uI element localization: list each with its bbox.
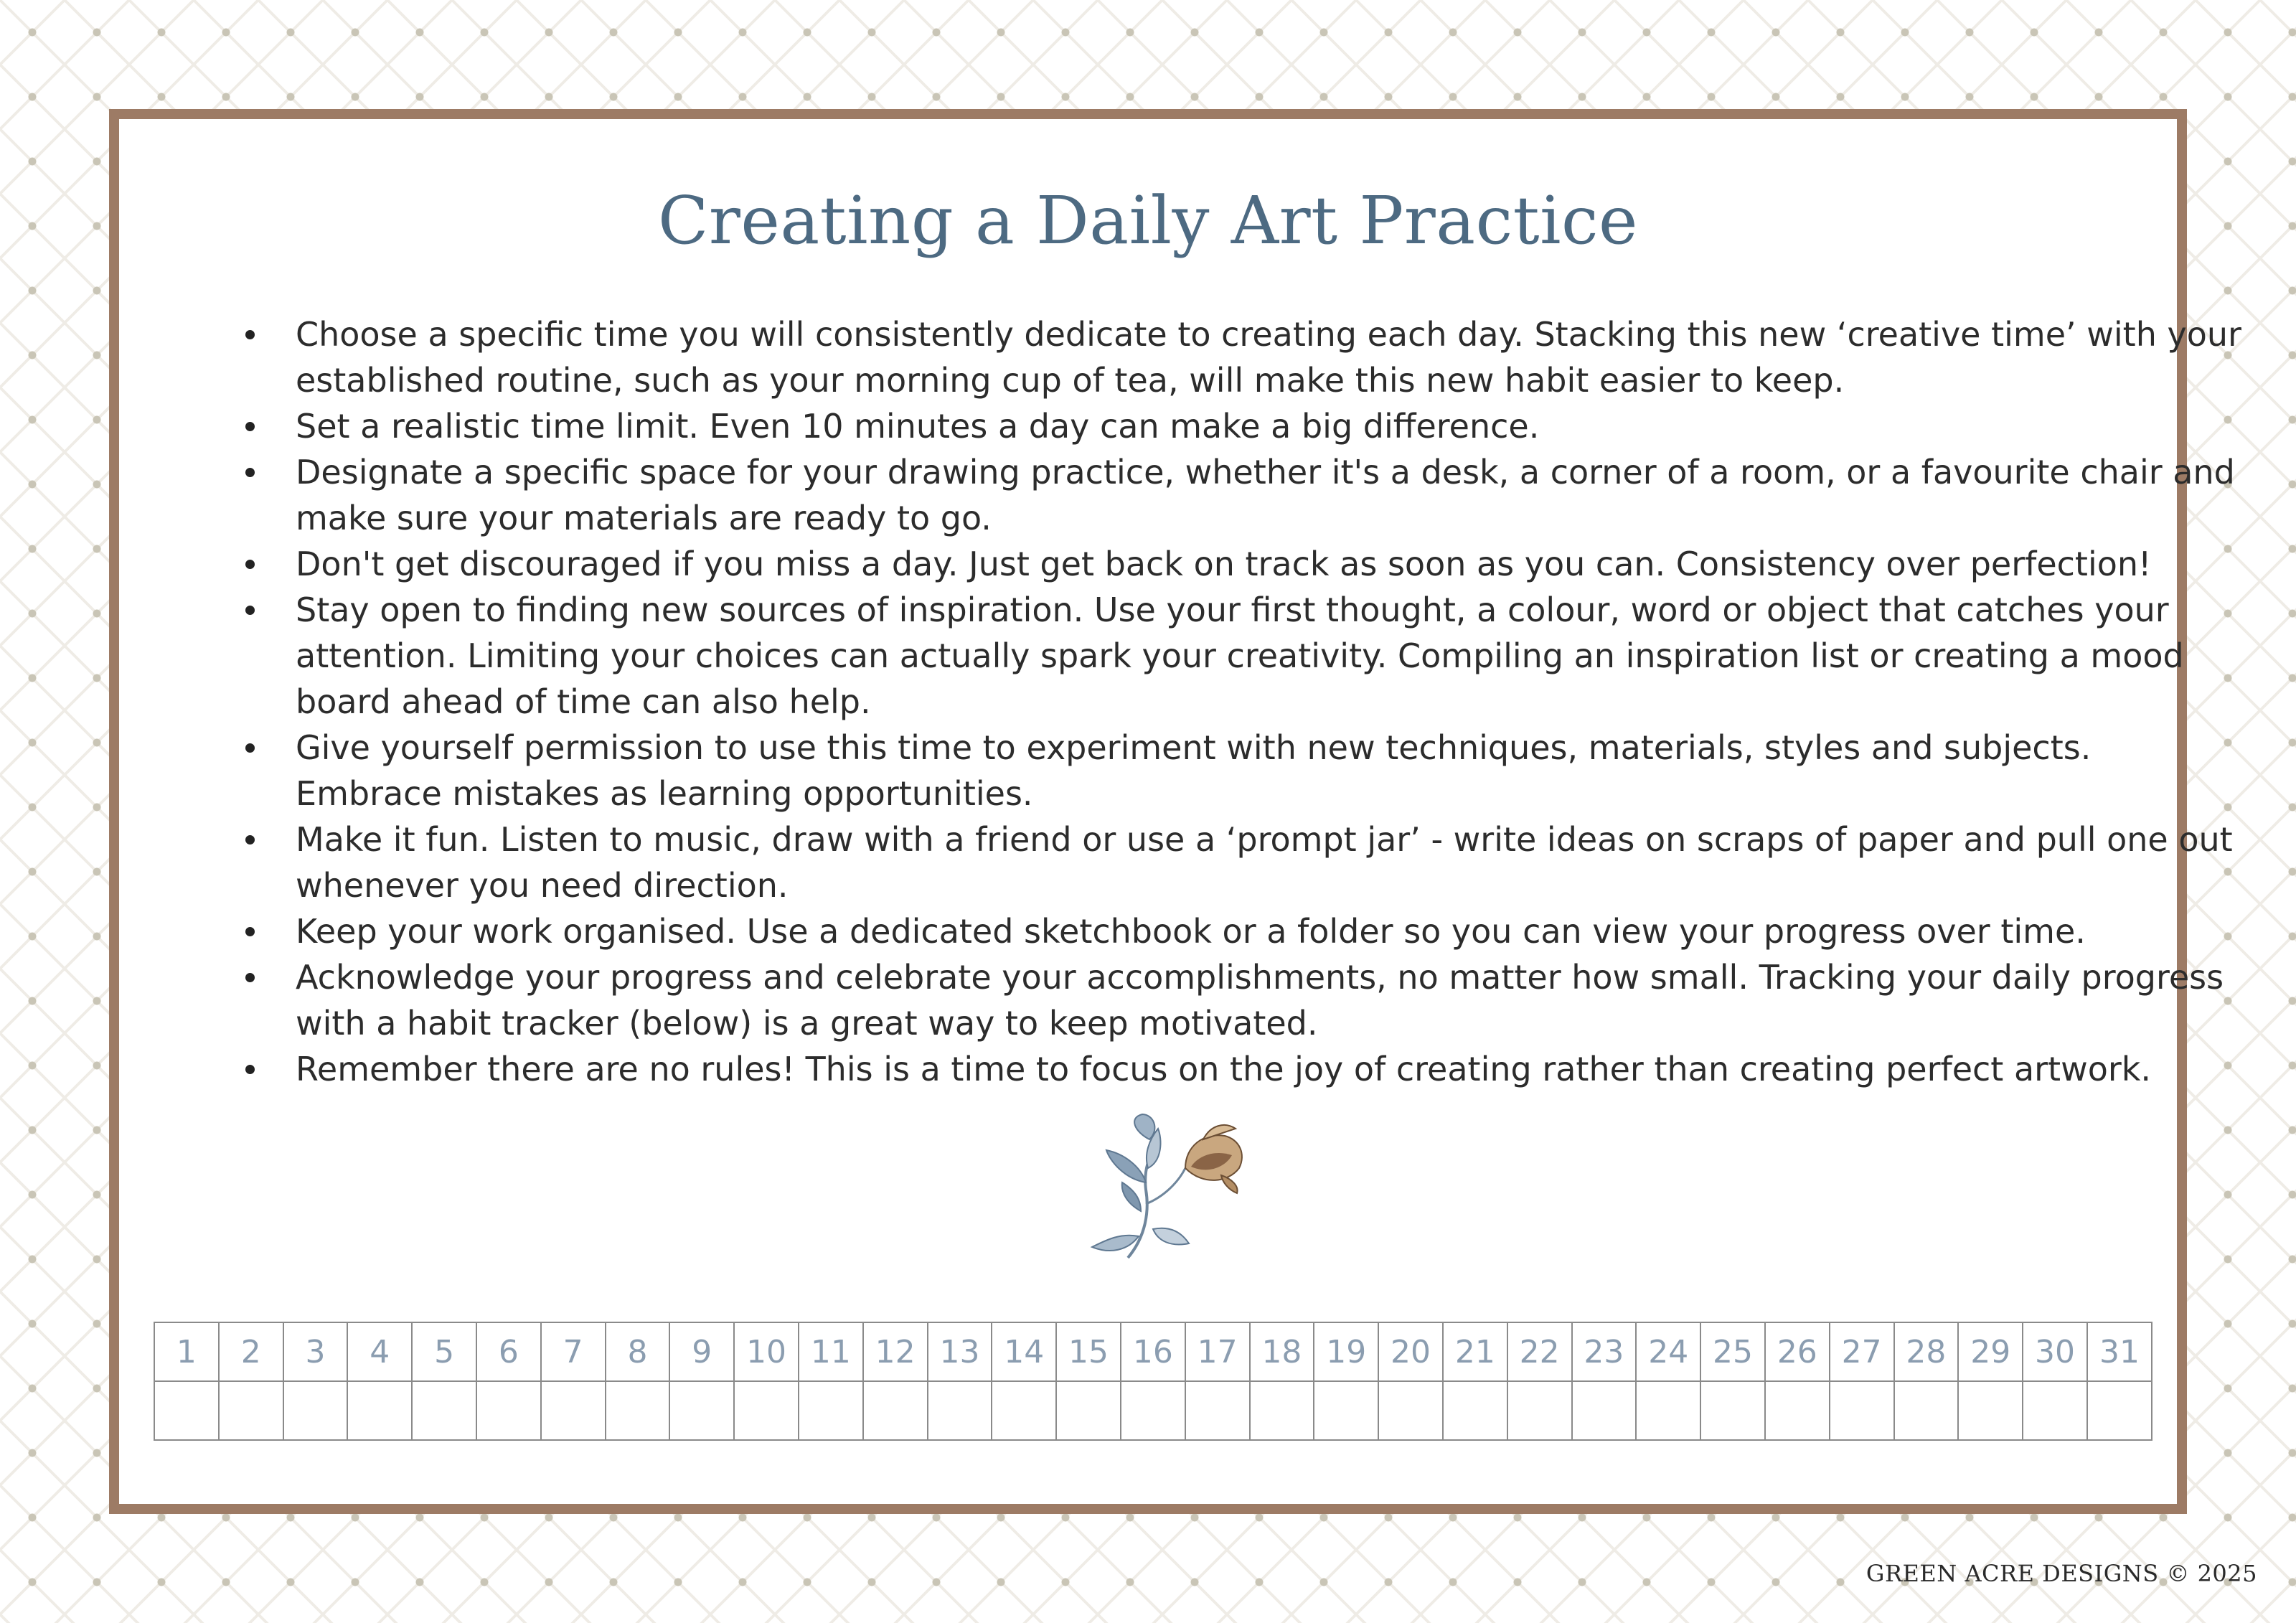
tracker-check-cell[interactable] (1636, 1381, 1700, 1440)
tracker-check-cell[interactable] (541, 1381, 606, 1440)
tracker-day-row (154, 1322, 2152, 1381)
page-frame (109, 109, 2241, 1514)
tip-item: Designate a specific space for your drawing practice, whether it's a desk, a corner of a room, or a favourite chair and make sure your materials are ready to go. (296, 449, 2243, 541)
tracker-day-cell: 9 (669, 1322, 734, 1381)
tracker-check-cell[interactable] (1121, 1381, 1185, 1440)
tracker-check-cell[interactable] (347, 1381, 412, 1440)
tracker-day-cell: 30 (2023, 1322, 2087, 1381)
tracker-day-cell: 19 (1314, 1322, 1378, 1381)
tracker-check-cell[interactable] (154, 1381, 219, 1440)
tracker-day-cell: 28 (1894, 1322, 1959, 1381)
floral-sprig-icon (1078, 1111, 1250, 1269)
tracker-check-cell[interactable] (1894, 1381, 1959, 1440)
tracker-day-cell: 6 (476, 1322, 541, 1381)
tracker-day-cell: 22 (1507, 1322, 1572, 1381)
tracker-day-cell: 10 (734, 1322, 799, 1381)
tracker-check-cell[interactable] (863, 1381, 928, 1440)
tracker-check-cell[interactable] (1056, 1381, 1121, 1440)
tracker-check-cell[interactable] (1250, 1381, 1314, 1440)
tracker-check-cell[interactable] (1700, 1381, 1765, 1440)
tracker-day-cell: 29 (1958, 1322, 2023, 1381)
tracker-day-cell: 11 (799, 1322, 863, 1381)
tip-item: Make it fun. Listen to music, draw with a friend or use a ‘prompt jar’ - write ideas on scraps of paper and pull one out whenever you need direction. (296, 817, 2243, 908)
tracker-day-cell: 18 (1250, 1322, 1314, 1381)
footer-copyright: GREEN ACRE DESIGNS © 2025 (1866, 1560, 2257, 1587)
tracker-day-cell: 13 (928, 1322, 992, 1381)
tracker-day-cell: 21 (1443, 1322, 1507, 1381)
tracker-check-cell[interactable] (1572, 1381, 1637, 1440)
tracker-day-cell: 7 (541, 1322, 606, 1381)
tip-item: Give yourself permission to use this time to experiment with new techniques, materials, styles and subjects. Embrace mistakes as learning opportunities. (296, 725, 2243, 817)
tip-item: Keep your work organised. Use a dedicated sketchbook or a folder so you can view your progress over time. (296, 908, 2243, 954)
tracker-day-cell: 16 (1121, 1322, 1185, 1381)
tracker-day-cell: 17 (1185, 1322, 1250, 1381)
tracker-day-cell: 23 (1572, 1322, 1637, 1381)
tracker-check-row (154, 1381, 2152, 1440)
tip-item: Choose a specific time you will consistently dedicate to creating each day. Stacking this new ‘creative time’ with your established routine, such as your morning cup of tea, will make this new habit easier to keep. (296, 311, 2243, 403)
tracker-check-cell[interactable] (1830, 1381, 1894, 1440)
tracker-check-cell[interactable] (799, 1381, 863, 1440)
tracker-check-cell[interactable] (606, 1381, 670, 1440)
tracker-day-cell: 15 (1056, 1322, 1121, 1381)
tip-item: Remember there are no rules! This is a time to focus on the joy of creating rather than creating perfect artwork. (296, 1046, 2243, 1092)
tracker-day-cell: 1 (154, 1322, 219, 1381)
tracker-check-cell[interactable] (669, 1381, 734, 1440)
tracker-day-cell: 5 (412, 1322, 476, 1381)
tracker-day-cell: 24 (1636, 1322, 1700, 1381)
tip-item: Stay open to finding new sources of inspiration. Use your first thought, a colour, word or object that catches your attention. Limiting your choices can actually spark your creativity. Compiling an inspiration list or creating a mood board ahead of time can also help. (296, 587, 2243, 725)
tracker-day-cell: 14 (992, 1322, 1056, 1381)
tracker-day-cell: 12 (863, 1322, 928, 1381)
tracker-day-cell: 4 (347, 1322, 412, 1381)
tracker-day-cell: 8 (606, 1322, 670, 1381)
tracker-check-cell[interactable] (2023, 1381, 2087, 1440)
tracker-check-cell[interactable] (2087, 1381, 2152, 1440)
tracker-check-cell[interactable] (283, 1381, 348, 1440)
tracker-check-cell[interactable] (734, 1381, 799, 1440)
tracker-day-cell: 3 (283, 1322, 348, 1381)
page-title: Creating a Daily Art Practice (658, 182, 1638, 259)
tracker-day-cell: 31 (2087, 1322, 2152, 1381)
tracker-check-cell[interactable] (1958, 1381, 2023, 1440)
tracker-day-cell: 20 (1378, 1322, 1443, 1381)
tracker-day-cell: 25 (1700, 1322, 1765, 1381)
tip-item: Don't get discouraged if you miss a day. Just get back on track as soon as you can. Consistency over perfection! (296, 541, 2243, 587)
tracker-day-cell: 2 (219, 1322, 283, 1381)
tracker-day-cell: 26 (1765, 1322, 1830, 1381)
tracker-check-cell[interactable] (1443, 1381, 1507, 1440)
tracker-day-cell: 27 (1830, 1322, 1894, 1381)
tracker-check-cell[interactable] (992, 1381, 1056, 1440)
tracker-check-cell[interactable] (1185, 1381, 1250, 1440)
tracker-check-cell[interactable] (476, 1381, 541, 1440)
tracker-check-cell[interactable] (1378, 1381, 1443, 1440)
tip-item: Set a realistic time limit. Even 10 minutes a day can make a big difference. (296, 403, 2243, 449)
habit-tracker (154, 1322, 2152, 1441)
tip-item: Acknowledge your progress and celebrate your accomplishments, no matter how small. Tracking your daily progress with a habit tracker (below) is a great way to keep motivated. (296, 954, 2243, 1046)
tracker-check-cell[interactable] (1765, 1381, 1830, 1440)
tips-list (205, 311, 2243, 1092)
tracker-check-cell[interactable] (1314, 1381, 1378, 1440)
tracker-check-cell[interactable] (1507, 1381, 1572, 1440)
tracker-check-cell[interactable] (412, 1381, 476, 1440)
tracker-check-cell[interactable] (928, 1381, 992, 1440)
tracker-check-cell[interactable] (219, 1381, 283, 1440)
